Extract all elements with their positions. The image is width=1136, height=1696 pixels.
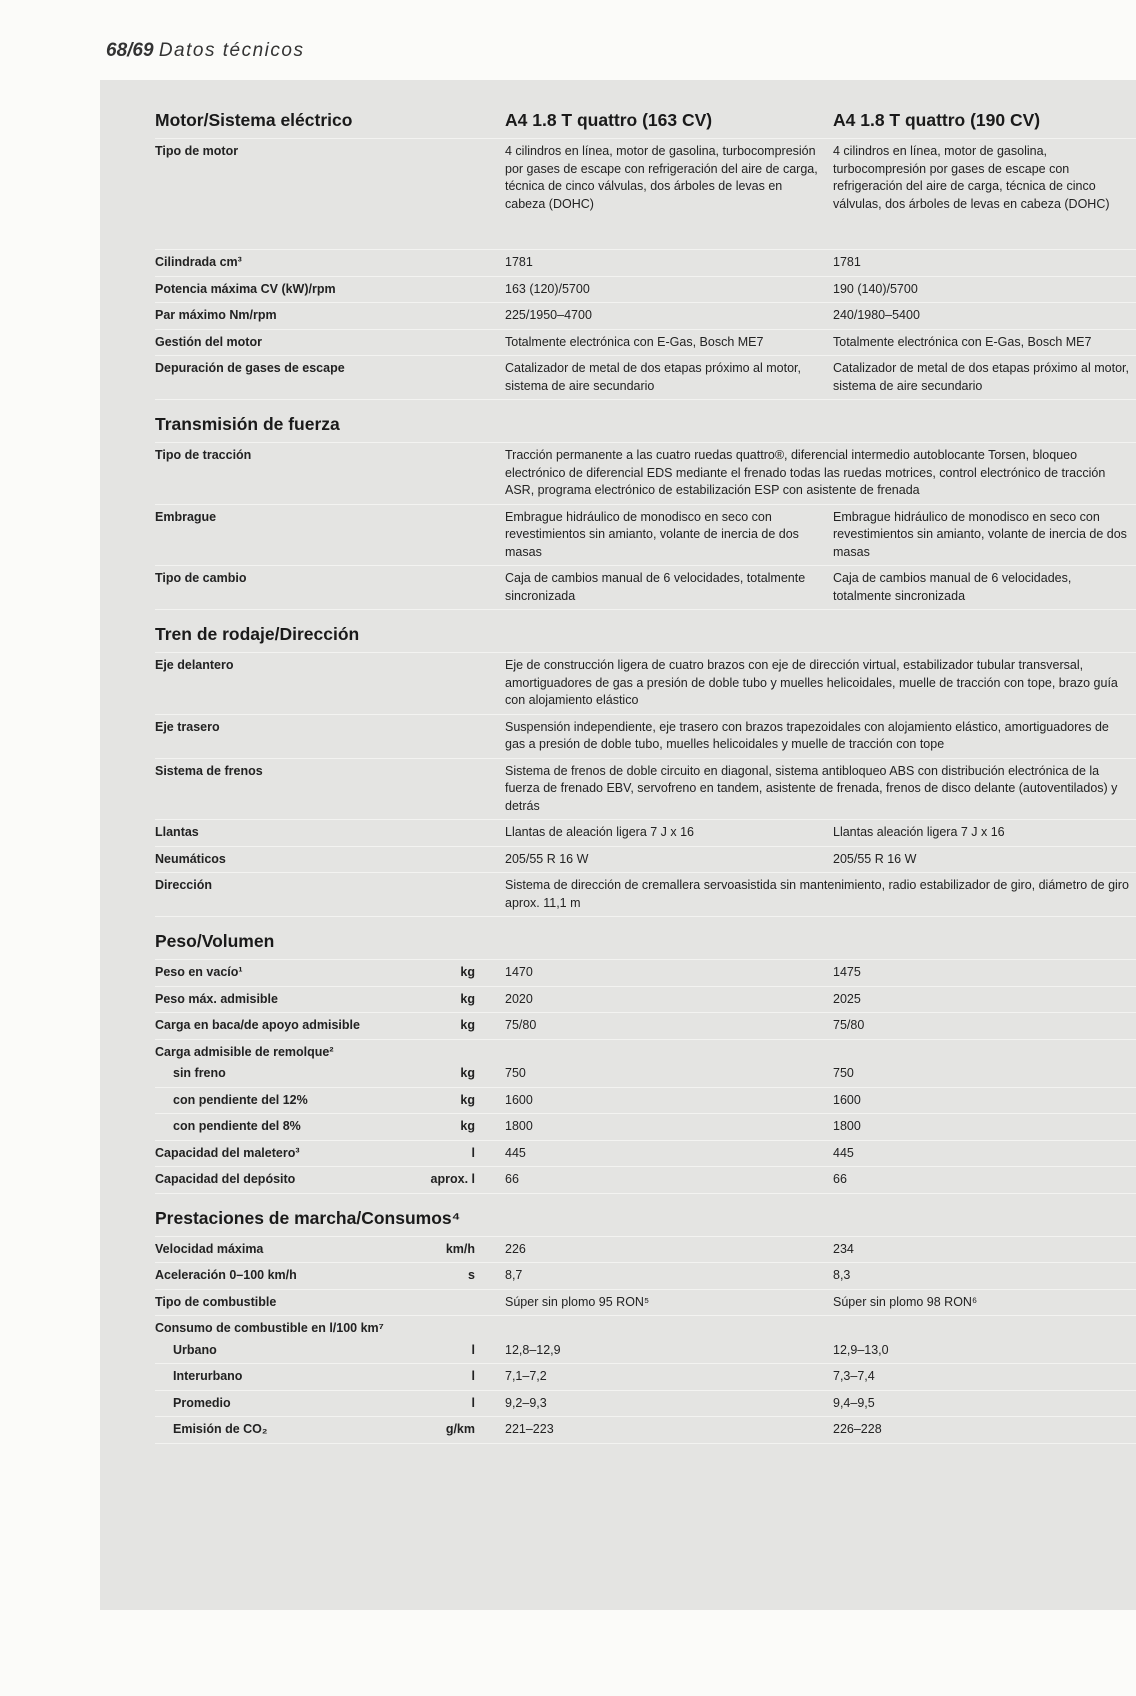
spec-unit: kg [460,1066,475,1080]
spec-unit [405,360,505,395]
spec-value-190: Caja de cambios manual de 6 velocidades, totalmente sincronizada [833,571,1072,603]
spec-unit [405,1294,505,1312]
spec-unit [405,1320,505,1338]
spec-row [155,1263,1136,1290]
spec-unit [405,254,505,272]
spec-value-163 [505,1320,833,1338]
spec-value-163: Embrague hidráulico de monodisco en seco con revestimientos sin amianto, volante de inercia de dos masas [505,509,799,559]
spec-row [155,987,1136,1014]
spec-label-cell [155,1294,505,1312]
spec-label: Llantas [155,825,199,839]
spec-value-163: 7,1–7,2 [505,1369,547,1383]
spec-value-shared: Suspensión independiente, eje trasero con brazos trapezoidales con alojamiento elástico, amortiguadores de gas a presión de doble tubo, muelles helicoidales y muelle de tracción con tope [505,719,1109,751]
spec-unit [405,851,505,869]
spec-label-cell [155,334,505,352]
spec-unit [405,763,505,816]
spec-value-163: 445 [505,1145,526,1160]
spec-row [155,330,1136,357]
spec-unit: kg [460,1018,475,1032]
spec-unit [405,824,505,842]
spec-value-163: 1781 [505,255,533,269]
spec-label-cell [155,824,505,842]
spec-label-cell [155,719,505,754]
section-title: Prestaciones de marcha/Consumos⁴ [155,1207,461,1228]
spec-value-shared: Sistema de dirección de cremallera servoasistida sin mantenimiento, radio estabilizador de giro, diámetro de giro aprox. 11,1 m [505,878,1129,910]
section-title: Motor/Sistema eléctrico [155,110,353,130]
spec-value-190: 9,4–9,5 [833,1395,875,1410]
spec-value-190: Llantas aleación ligera 7 J x 16 [833,825,1005,839]
spec-row [155,960,1136,987]
spec-value-shared: Tracción permanente a las cuatro ruedas quattro®, diferencial intermedio autoblocante Torsen, bloqueo electrónico de diferencial EDS mediante el frenado todas las ruedas motrices, control electrónico de tracción ASR, programa electrónico de estabilización ESP con asistente de frenada [505,448,1106,497]
spec-value-190: 1600 [833,1092,861,1107]
spec-label-cell [155,1342,505,1360]
spec-value-163: Súper sin plomo 95 RON⁵ [505,1294,650,1309]
section-title: Transmisión de fuerza [155,414,340,434]
spec-label: Aceleración 0–100 km/h [155,1268,297,1282]
spec-value-190: 2025 [833,991,861,1006]
spec-label-cell [155,1368,505,1386]
spec-section [155,624,1136,917]
spec-unit [405,1044,505,1062]
spec-row [155,505,1136,567]
spec-label: Tipo de combustible [155,1294,277,1309]
spec-label: Emisión de CO₂ [173,1422,268,1436]
spec-label: Velocidad máxima [155,1241,264,1256]
spec-table [155,110,1136,1444]
spec-row [155,715,1136,759]
spec-label: Neumáticos [155,851,226,866]
page-number: 68/69 [106,40,154,61]
spec-row [155,566,1136,610]
spec-unit: kg [460,991,475,1006]
spec-label: Sistema de frenos [155,763,263,778]
spec-value-190: Súper sin plomo 98 RON⁶ [833,1294,978,1309]
spec-value-163: Catalizador de metal de dos etapas próximo al motor, sistema de aire secundario [505,361,801,393]
spec-label: Depuración de gases de escape [155,361,345,375]
spec-label: sin freno [173,1066,226,1080]
spec-value-163: 66 [505,1172,519,1186]
spec-value-163: 2020 [505,991,533,1006]
spec-value-shared: Sistema de frenos de doble circuito en diagonal, sistema antibloqueo ABS con distribución electrónica de la fuerza de frenado EBV, servofreno en tandem, asistente de frenada, frenos de disco delante (autoventilados) y detrás [505,763,1118,813]
spec-row [155,139,1136,250]
spec-label-cell [155,877,505,912]
spec-value-163: 9,2–9,3 [505,1395,547,1410]
spec-label-cell [155,307,505,325]
spec-value-163: 750 [505,1066,526,1080]
spec-row [155,653,1136,715]
spec-value-190: 4 cilindros en línea, motor de gasolina, turbocompresión por gases de escape con refrigeración del aire de carga, técnica de cinco válvulas, dos árboles de levas en cabeza (DOHC) [833,144,1110,211]
spec-row [155,1237,1136,1264]
spec-value-190: Totalmente electrónica con E-Gas, Bosch ME7 [833,334,1092,349]
spec-label-cell [155,1044,505,1062]
spec-section [155,414,1136,610]
spec-unit [405,447,505,500]
spec-value-190: 750 [833,1066,854,1080]
spec-row [155,1040,1136,1062]
spec-value-163: 225/1950–4700 [505,308,592,322]
spec-row [155,1061,1136,1088]
section-title: Peso/Volumen [155,931,275,951]
spec-unit: l [471,1145,475,1160]
spec-unit [405,877,505,912]
section-header [155,1208,1136,1237]
spec-value-190: 1475 [833,965,861,979]
spec-value-190: 205/55 R 16 W [833,851,917,866]
spec-label-cell [155,254,505,272]
spec-label-cell [155,447,505,500]
spec-label-cell [155,991,505,1009]
spec-value-190: 240/1980–5400 [833,308,920,322]
spec-value-163: 1800 [505,1119,533,1133]
spec-value-163: 205/55 R 16 W [505,851,589,866]
spec-unit [405,307,505,325]
spec-unit: l [471,1369,475,1383]
spec-label: Peso en vacío¹ [155,965,243,979]
spec-label: Dirección [155,878,212,892]
spec-value-163: 163 (120)/5700 [505,281,590,296]
spec-label: Tipo de cambio [155,571,247,585]
spec-label-cell [155,360,505,395]
spec-label: Capacidad del maletero³ [155,1145,300,1160]
spec-label: Capacidad del depósito [155,1172,296,1186]
spec-unit [405,509,505,562]
spec-value-163: Caja de cambios manual de 6 velocidades, totalmente sincronizada [505,571,806,603]
spec-unit [405,143,505,213]
spec-label-cell [155,1421,505,1439]
spec-row [155,1290,1136,1317]
spec-row [155,356,1136,400]
spec-unit: kg [460,1092,475,1107]
spec-label-cell [155,570,505,605]
spec-unit [405,281,505,299]
spec-value-190 [833,1044,1136,1062]
spec-row [155,1141,1136,1168]
spec-value-163: 8,7 [505,1268,523,1282]
spec-label: Gestión del motor [155,334,262,349]
spec-label-cell [155,1118,505,1136]
spec-value-190: 226–228 [833,1422,882,1436]
spec-label-cell [155,1395,505,1413]
spec-section [155,110,1136,400]
spec-label-cell [155,1267,505,1285]
spec-unit: kg [460,1119,475,1133]
spec-value-163 [505,1044,833,1062]
spec-value-190: 66 [833,1172,847,1186]
spec-label-cell [155,851,505,869]
spec-row [155,303,1136,330]
spec-row [155,1391,1136,1418]
spec-value-190: 1800 [833,1119,861,1133]
section-title: Tren de rodaje/Dirección [155,624,360,644]
column-title-163: A4 1.8 T quattro (163 CV) [505,110,713,130]
spec-label: Promedio [173,1395,231,1410]
spec-label-cell [155,1320,505,1338]
spec-unit [405,570,505,605]
spec-unit: s [468,1268,475,1282]
spec-row [155,1417,1136,1444]
spec-row [155,443,1136,505]
spec-row [155,277,1136,304]
spec-value-190: Catalizador de metal de dos etapas próximo al motor, sistema de aire secundario [833,361,1129,393]
spec-value-190: 8,3 [833,1268,851,1282]
spec-value-163: Totalmente electrónica con E-Gas, Bosch ME7 [505,334,764,349]
spec-unit [405,719,505,754]
spec-unit [405,657,505,710]
spec-value-163: 4 cilindros en línea, motor de gasolina, turbocompresión por gases de escape con refrigeración del aire de carga, técnica de cinco válvulas, dos árboles de levas en cabeza (DOHC) [505,144,818,211]
spec-row [155,1013,1136,1040]
spec-row [155,759,1136,821]
spec-label-cell [155,1145,505,1163]
spec-row [155,847,1136,874]
spec-label-cell [155,964,505,982]
spec-label: Tipo de motor [155,144,239,158]
spec-row [155,250,1136,277]
spec-row [155,1167,1136,1194]
spec-label: Cilindrada cm³ [155,255,242,269]
spec-value-163: 1600 [505,1092,533,1107]
spec-value-190: 1781 [833,255,861,269]
section-header [155,931,1136,960]
spec-label: con pendiente del 8% [173,1119,301,1133]
spec-row [155,1088,1136,1115]
section-header [155,110,1136,139]
spec-label-cell [155,1092,505,1110]
spec-label: Eje trasero [155,719,220,734]
spec-section [155,1208,1136,1444]
spec-label: Carga admisible de remolque² [155,1044,334,1059]
spec-label: Potencia máxima CV (kW)/rpm [155,281,336,296]
spec-value-163: 221–223 [505,1422,554,1436]
spec-label: Par máximo Nm/rpm [155,308,277,322]
section-header [155,414,1136,443]
section-header [155,624,1136,653]
spec-label-cell [155,1017,505,1035]
spec-value-190: 445 [833,1145,854,1160]
spec-row [155,873,1136,917]
page-header [106,40,304,62]
spec-label: Embrague [155,509,217,524]
spec-value-190: 12,9–13,0 [833,1342,889,1357]
spec-value-190: 75/80 [833,1018,865,1032]
spec-unit: aprox. l [430,1172,475,1186]
spec-label: con pendiente del 12% [173,1092,308,1107]
spec-value-190: Embrague hidráulico de monodisco en seco con revestimientos sin amianto, volante de inercia de dos masas [833,509,1127,559]
spec-label-cell [155,143,505,213]
spec-section [155,931,1136,1194]
spec-value-163: 1470 [505,965,533,979]
spec-value-190: 190 (140)/5700 [833,281,918,296]
spec-unit: km/h [445,1241,475,1256]
spec-unit: g/km [445,1422,475,1436]
spec-label-cell [155,657,505,710]
spec-label: Tipo de tracción [155,448,252,462]
spec-label: Eje delantero [155,658,234,672]
spec-unit [405,334,505,352]
spec-value-190: 234 [833,1241,854,1256]
spec-label: Urbano [173,1342,217,1357]
spec-value-163: Llantas de aleación ligera 7 J x 16 [505,825,695,839]
spec-row [155,1338,1136,1365]
spec-value-163: 12,8–12,9 [505,1342,561,1357]
spec-row [155,820,1136,847]
spec-value-163: 226 [505,1241,526,1256]
spec-label-cell [155,1241,505,1259]
spec-label-cell [155,1171,505,1189]
spec-label-cell [155,509,505,562]
spec-value-shared: Eje de construcción ligera de cuatro brazos con eje de dirección virtual, estabilizador tubular transversal, amortiguadores de gas a presión de doble tubo y muelles helicoidales, muelle de tracción con tope, brazo guía con alojamiento elástico [505,658,1118,707]
spec-unit: kg [460,965,475,979]
spec-row [155,1114,1136,1141]
column-title-190: A4 1.8 T quattro (190 CV) [833,110,1041,130]
page-title: Datos técnicos [158,40,305,61]
spec-unit: l [471,1395,475,1410]
spec-unit: l [471,1342,475,1357]
spec-label-cell [155,281,505,299]
spec-label: Carga en baca/de apoyo admisible [155,1018,360,1032]
spec-row [155,1364,1136,1391]
spec-label: Consumo de combustible en l/100 km⁷ [155,1321,384,1335]
spec-row [155,1316,1136,1338]
spec-label-cell [155,763,505,816]
spec-label-cell [155,1065,505,1083]
spec-label: Interurbano [173,1369,243,1383]
spec-value-190 [833,1320,1136,1338]
spec-label: Peso máx. admisible [155,991,278,1006]
spec-value-163: 75/80 [505,1018,537,1032]
spec-value-190: 7,3–7,4 [833,1369,875,1383]
